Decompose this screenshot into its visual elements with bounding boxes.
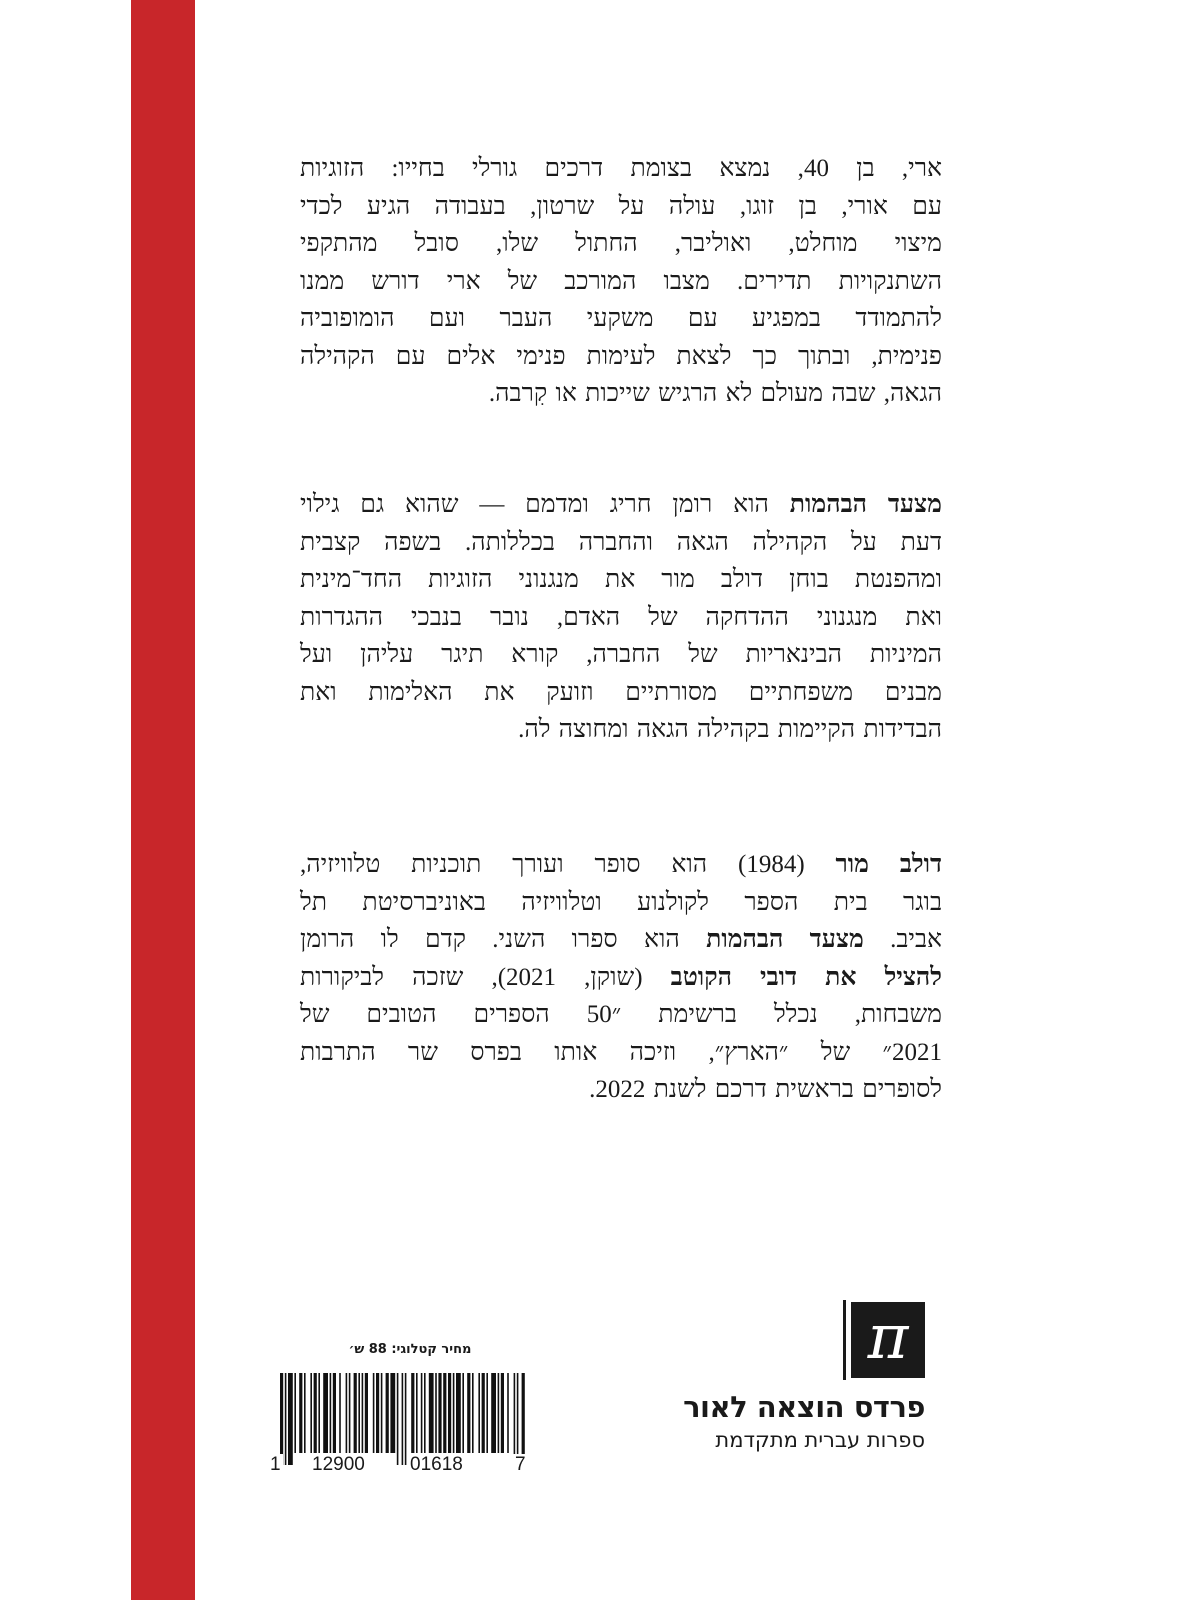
text-line — [300, 674, 942, 712]
barcode-bar — [349, 1373, 351, 1453]
barcode-bar — [333, 1373, 336, 1453]
barcode-bar — [507, 1373, 509, 1453]
text-line — [300, 486, 942, 524]
publisher-name: פרדס הוצאה לאור — [683, 1390, 925, 1424]
barcode-bar — [472, 1373, 474, 1453]
barcode-bar — [424, 1373, 426, 1453]
text-line — [300, 561, 942, 599]
text-segment: דעת על הקהילה הגאה והחברה בכללותה. בשפה קצבית — [300, 528, 942, 556]
barcode-bar — [421, 1373, 423, 1453]
barcode-bar — [438, 1373, 441, 1453]
text-segment: מבנים משפחתיים מסורתיים וזועק את האלימות ואת — [300, 678, 942, 706]
bold-title-text: להציל את דובי הקוטב — [670, 963, 942, 991]
text-line — [300, 846, 942, 884]
barcode-bar — [346, 1373, 348, 1453]
barcode-bar — [304, 1373, 306, 1453]
barcode-bar — [482, 1373, 485, 1453]
text-line — [300, 150, 942, 188]
logo-divider — [843, 1300, 846, 1380]
barcode-bar — [491, 1373, 496, 1453]
text-segment: המיניות הבינאריות של החברה, קורא תיגר עליהן ועל — [300, 641, 942, 668]
barcode-bar — [397, 1373, 399, 1465]
barcode-bar — [280, 1373, 283, 1465]
red-spine-strip — [131, 0, 195, 1600]
barcode-bar — [501, 1373, 504, 1453]
barcode-bar — [390, 1373, 395, 1453]
bold-title-text: מצעד הבהמות — [789, 491, 942, 518]
barcode-bar — [429, 1373, 434, 1453]
text-segment: הגאה, שבה מעולם לא הרגיש שייכות או קִרבה. — [488, 380, 942, 407]
barcode-bar — [376, 1373, 379, 1453]
text-line — [300, 300, 942, 338]
publisher-tagline: ספרות עברית מתקדמת — [715, 1428, 925, 1452]
barcode-bar — [373, 1373, 375, 1453]
text-line — [300, 188, 942, 226]
text-segment: משבחות, נכלל ברשימת ״50 הספרים הטובים של — [300, 1001, 942, 1028]
barcode-bar — [330, 1373, 332, 1453]
barcode-bar — [486, 1373, 488, 1453]
barcode-bar — [386, 1373, 389, 1453]
barcode-bar — [498, 1373, 500, 1453]
bold-title-text: מצעד הבהמות — [706, 926, 864, 953]
text-line — [300, 959, 942, 997]
barcode-digit-check: 7 — [515, 1454, 526, 1475]
text-segment: להתמודד במפגיע עם משקעי העבר ועם הומופוביה — [300, 305, 942, 332]
barcode-bar — [402, 1373, 404, 1465]
barcode-bar — [381, 1373, 383, 1453]
text-segment: אביב. — [863, 926, 942, 953]
barcode-bar — [443, 1373, 446, 1453]
barcode-bar — [299, 1373, 302, 1453]
barcode-digit-lead: 1 — [270, 1454, 281, 1475]
barcode-bar — [310, 1373, 312, 1453]
text-line — [300, 263, 942, 301]
text-segment: ומהפנטת בוחן דולב מור את מנגנוני הזוגיות החד־מינית — [300, 566, 942, 593]
catalog-price: מחיר קטלוגי: 88 ש׳ — [348, 1342, 472, 1357]
text-segment: ואת מנגנוני ההדחקה של האדם, נובר בנבכי ההגדרות — [300, 603, 942, 631]
text-line — [300, 921, 942, 959]
text-segment: בוגר בית הספר לקולנוע וטלוויזיה באוניברסיטת תל — [300, 888, 942, 916]
barcode-bar — [365, 1373, 368, 1453]
text-line — [300, 636, 942, 674]
barcode-digits-right: 01618 — [410, 1454, 463, 1475]
barcode-bar — [323, 1373, 328, 1453]
barcode-bar — [478, 1373, 480, 1453]
text-line — [300, 375, 942, 413]
barcode-bar — [358, 1373, 360, 1453]
text-line — [300, 1071, 942, 1109]
text-segment: לסופרים בראשית דרכם לשנת 2022. — [589, 1076, 942, 1103]
barcode-bar — [285, 1373, 287, 1465]
text-segment: ארי, בן 40, נמצא בצומת דרכים גורלי בחייו: הזוגיות — [300, 155, 943, 182]
barcode-bar — [314, 1373, 317, 1453]
barcode-bar — [522, 1373, 525, 1465]
barcode-bar — [462, 1373, 464, 1453]
text-line — [300, 338, 942, 376]
barcode-digits-left: 12900 — [312, 1454, 365, 1475]
publisher-logo-pi-icon: π — [851, 1302, 925, 1378]
barcode-bar — [448, 1373, 451, 1453]
barcode-bar — [411, 1373, 414, 1453]
barcode-bar — [467, 1373, 470, 1453]
text-line — [300, 599, 942, 637]
text-segment: הבדידות הקיימות בקהילה הגאה ומחוצה לה. — [518, 716, 942, 743]
text-segment: (1984) הוא סופר ועורך תוכניות טלוויזיה, — [300, 851, 836, 878]
barcode-bar — [362, 1373, 364, 1453]
text-segment: (שוקן, 2021), שזכה לביקורות — [300, 963, 671, 991]
author-bio-paragraph — [300, 846, 942, 1109]
barcode-bar — [405, 1373, 407, 1465]
barcode-bar — [288, 1373, 293, 1465]
barcode-bar — [318, 1373, 320, 1453]
barcode-bar — [435, 1373, 437, 1453]
text-segment: עם אורי, בן זוגו, עולה על שרטון, בעבודה הגיע לכדי — [300, 192, 942, 220]
barcode-bar — [517, 1373, 519, 1465]
synopsis-paragraph — [300, 150, 942, 413]
barcode-bar — [514, 1373, 516, 1465]
text-line — [300, 996, 942, 1034]
text-segment: מיצוי מוחלט, ואוליבר, החתול שלו, סובל מהתקפי — [300, 230, 942, 257]
barcode-bar — [453, 1373, 455, 1453]
text-segment: הוא רומן חריג ומדמם — שהוא גם גילוי — [300, 491, 790, 518]
review-paragraph — [300, 486, 942, 749]
text-segment: פנימית, ובתוך כך לצאת לעימות פנימי אלים עם הקהילה — [300, 342, 942, 370]
text-line — [300, 524, 942, 562]
barcode-bar — [416, 1373, 418, 1453]
text-segment: השתנקויות תדירים. מצבו המורכב של ארי דורש ממנו — [300, 267, 942, 295]
text-line — [300, 225, 942, 263]
text-line — [300, 711, 942, 749]
bold-title-text: דולב מור — [835, 851, 942, 878]
barcode-bar — [294, 1373, 296, 1453]
text-segment: הוא ספרו השני. קדם לו הרומן — [300, 926, 707, 953]
barcode-bar — [456, 1373, 461, 1453]
text-line — [300, 884, 942, 922]
text-segment: 2021״ של ״הארץ״, וזיכה אותו בפרס שר התרבות — [300, 1038, 942, 1066]
barcode-bar — [354, 1373, 357, 1453]
text-line — [300, 1034, 942, 1072]
barcode-bar — [339, 1373, 341, 1453]
